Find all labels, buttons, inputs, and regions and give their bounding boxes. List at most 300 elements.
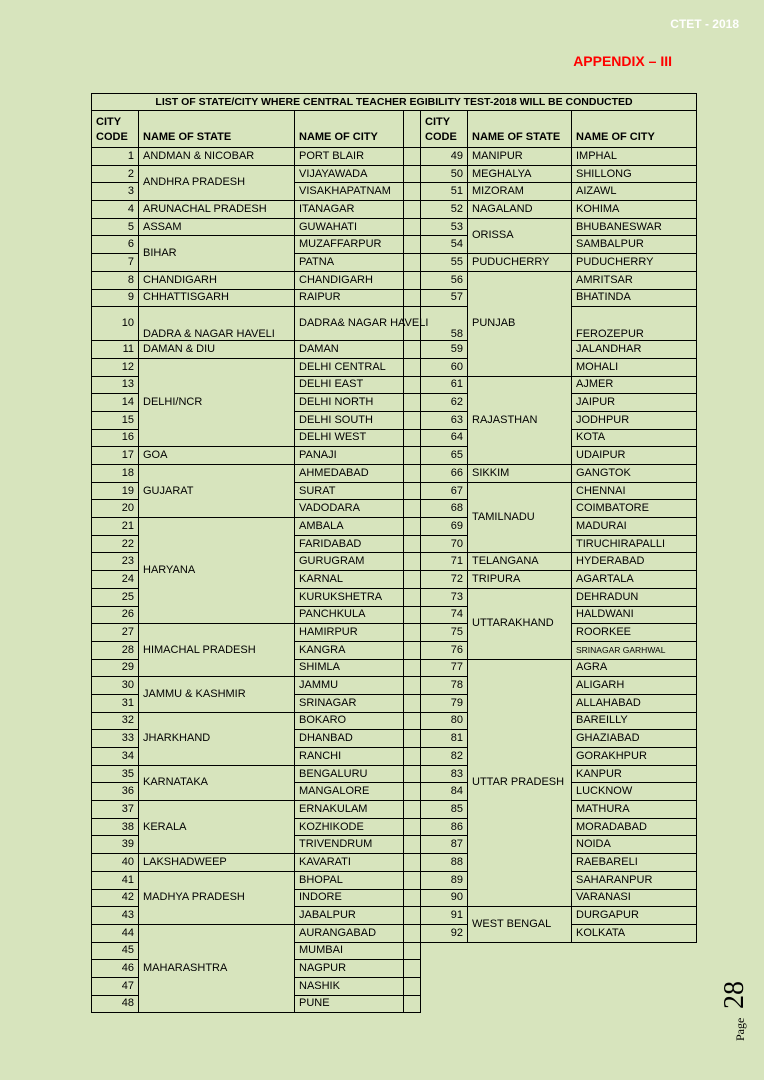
city-code-header: CITY CODE [92,111,139,148]
spacer-cell [404,960,421,978]
city-name: KOLKATA [572,924,697,942]
table-row [92,307,697,341]
table-title: LIST OF STATE/CITY WHERE CENTRAL TEACHER EGIBILITY TEST-2018 WILL BE CONDUCTED [92,94,697,111]
table-row [92,341,697,359]
city-code: 50 [421,165,468,183]
table-row [92,236,697,254]
city-code: 34 [92,748,139,766]
city-name: NASHIK [295,977,404,995]
city-name: HALDWANI [572,606,697,624]
state-name: DAMAN & DIU [139,341,295,359]
city-name: ITANAGAR [295,201,404,219]
spacer-cell [404,606,421,624]
city-code: 85 [421,801,468,819]
city-name: NOIDA [572,836,697,854]
city-code: 42 [92,889,139,907]
city-name: FEROZEPUR [572,307,697,341]
spacer-cell [404,889,421,907]
city-name: JAIPUR [572,394,697,412]
city-code: 23 [92,553,139,571]
city-code: 35 [92,765,139,783]
spacer-cell [404,836,421,854]
city-name: JALANDHAR [572,341,697,359]
state-name: HIMACHAL PRADESH [139,624,295,677]
empty-cell [421,942,697,960]
city-code: 16 [92,429,139,447]
city-code: 63 [421,411,468,429]
city-name: AURANGABAD [295,924,404,942]
spacer-cell [404,854,421,872]
spacer-cell [404,783,421,801]
state-name: LAKSHADWEEP [139,854,295,872]
spacer-cell [404,659,421,677]
city-name: KURUKSHETRA [295,588,404,606]
city-name: BHATINDA [572,289,697,307]
spacer-cell [404,765,421,783]
city-name: GORAKHPUR [572,748,697,766]
city-name: TRIVENDRUM [295,836,404,854]
city-name: DELHI CENTRAL [295,358,404,376]
city-name: AJMER [572,376,697,394]
table-row [92,358,697,376]
city-name: MATHURA [572,801,697,819]
spacer-cell [404,411,421,429]
state-name: CHANDIGARH [139,271,295,289]
state-name: JHARKHAND [139,712,295,765]
city-code: 36 [92,783,139,801]
city-name: DELHI SOUTH [295,411,404,429]
city-code: 49 [421,148,468,166]
city-code: 6 [92,236,139,254]
city-name: GANGTOK [572,465,697,483]
city-code: 59 [421,341,468,359]
state-name: TAMILNADU [468,482,572,553]
city-code: 1 [92,148,139,166]
city-code: 30 [92,677,139,695]
state-name: KARNATAKA [139,765,295,800]
city-code: 4 [92,201,139,219]
state-name: HARYANA [139,518,295,624]
city-code: 28 [92,641,139,659]
city-name: COIMBATORE [572,500,697,518]
state-name: MADHYA PRADESH [139,871,295,924]
spacer-cell [404,924,421,942]
spacer-cell [404,624,421,642]
table-row [92,854,697,872]
city-name: KOZHIKODE [295,818,404,836]
page-number [703,981,763,1041]
state-name: ARUNACHAL PRADESH [139,201,295,219]
city-name: UDAIPUR [572,447,697,465]
city-name: MOHALI [572,358,697,376]
city-code: 21 [92,518,139,536]
city-code: 43 [92,907,139,925]
city-name: FARIDABAD [295,535,404,553]
city-code: 89 [421,871,468,889]
city-code: 31 [92,694,139,712]
city-name-header-right: NAME OF CITY [572,111,697,148]
city-name: AGARTALA [572,571,697,589]
city-name: NAGPUR [295,960,404,978]
state-name: TELANGANA [468,553,572,571]
city-name: PORT BLAIR [295,148,404,166]
city-name: AIZAWL [572,183,697,201]
spacer-cell [404,995,421,1013]
city-name: LUCKNOW [572,783,697,801]
table-row [92,765,697,783]
empty-cell [421,995,697,1013]
spacer-cell [404,394,421,412]
spacer-cell [404,201,421,219]
city-code: 53 [421,218,468,236]
city-name: GUWAHATI [295,218,404,236]
appendix-title: APPENDIX – III [573,53,672,69]
table-row [92,712,697,730]
state-name: JAMMU & KASHMIR [139,677,295,712]
city-name: CHANDIGARH [295,271,404,289]
city-name: SURAT [295,482,404,500]
city-code: 72 [421,571,468,589]
city-code: 8 [92,271,139,289]
city-code: 47 [92,977,139,995]
spacer-column-header [404,111,421,148]
city-code: 11 [92,341,139,359]
city-name: BHUBANESWAR [572,218,697,236]
spacer-cell [404,694,421,712]
city-code: 91 [421,907,468,925]
city-code: 32 [92,712,139,730]
table-row [92,165,697,183]
city-code: 41 [92,871,139,889]
spacer-cell [404,289,421,307]
spacer-cell [404,641,421,659]
spacer-cell [404,535,421,553]
state-name: DADRA & NAGAR HAVELI [139,307,295,341]
city-name: BOKARO [295,712,404,730]
state-name: ORISSA [468,218,572,253]
state-name: SIKKIM [468,465,572,483]
spacer-cell [404,183,421,201]
spacer-cell [404,271,421,289]
city-code: 69 [421,518,468,536]
city-name: HAMIRPUR [295,624,404,642]
spacer-cell [404,500,421,518]
city-code: 87 [421,836,468,854]
city-name: GHAZIABAD [572,730,697,748]
table-row [92,518,697,536]
city-code: 7 [92,254,139,272]
city-name: PUDUCHERRY [572,254,697,272]
city-code: 15 [92,411,139,429]
city-name: KANGRA [295,641,404,659]
city-name: KOTA [572,429,697,447]
state-name: UTTAR PRADESH [468,659,572,907]
city-name: SRINAGAR [295,694,404,712]
city-name: AHMEDABAD [295,465,404,483]
city-code: 62 [421,394,468,412]
city-name: JAMMU [295,677,404,695]
table-row [92,677,697,695]
city-name: DELHI EAST [295,376,404,394]
city-code: 10 [92,307,139,341]
city-code: 33 [92,730,139,748]
city-code: 56 [421,271,468,289]
city-code: 14 [92,394,139,412]
city-name: SAHARANPUR [572,871,697,889]
spacer-cell [404,571,421,589]
city-code: 73 [421,588,468,606]
city-code: 67 [421,482,468,500]
city-code: 88 [421,854,468,872]
city-name: DELHI WEST [295,429,404,447]
spacer-cell [404,236,421,254]
city-code: 46 [92,960,139,978]
city-code: 27 [92,624,139,642]
spacer-cell [404,588,421,606]
city-name: DAMAN [295,341,404,359]
city-name: SRINAGAR GARHWAL [572,641,697,659]
city-name: JODHPUR [572,411,697,429]
city-code: 76 [421,641,468,659]
city-name: MUZAFFARPUR [295,236,404,254]
spacer-cell [404,429,421,447]
table-row [92,289,697,307]
table-row [92,447,697,465]
state-name: GUJARAT [139,465,295,518]
spacer-cell [404,553,421,571]
city-name: PANAJI [295,447,404,465]
city-code: 74 [421,606,468,624]
city-code: 71 [421,553,468,571]
city-code: 20 [92,500,139,518]
city-code: 79 [421,694,468,712]
city-name: SHIMLA [295,659,404,677]
city-name: DADRA& NAGAR HAVELI [295,307,404,341]
spacer-cell [404,942,421,960]
city-code: 38 [92,818,139,836]
city-code: 92 [421,924,468,942]
state-name: TRIPURA [468,571,572,589]
state-name: CHHATTISGARH [139,289,295,307]
city-name: VADODARA [295,500,404,518]
state-name: MAHARASHTRA [139,924,295,1012]
city-code: 48 [92,995,139,1013]
city-code: 12 [92,358,139,376]
city-name: RAEBARELI [572,854,697,872]
state-name-header-right: NAME OF STATE [468,111,572,148]
city-name: SAMBALPUR [572,236,697,254]
state-name: ASSAM [139,218,295,236]
city-code: 82 [421,748,468,766]
document-header-tag: CTET - 2018 [670,17,739,31]
city-name: VARANASI [572,889,697,907]
table-row [92,148,697,166]
state-name: UTTARAKHAND [468,588,572,659]
city-code: 57 [421,289,468,307]
city-name: DEHRADUN [572,588,697,606]
spacer-cell [404,712,421,730]
state-name: ANDMAN & NICOBAR [139,148,295,166]
city-name: MUMBAI [295,942,404,960]
spacer-cell [404,518,421,536]
empty-cell [421,977,697,995]
city-code: 24 [92,571,139,589]
city-code: 84 [421,783,468,801]
table-row [92,271,697,289]
spacer-cell [404,376,421,394]
city-code: 65 [421,447,468,465]
city-name: ALIGARH [572,677,697,695]
city-code: 22 [92,535,139,553]
city-name: BAREILLY [572,712,697,730]
city-name: KOHIMA [572,201,697,219]
city-code: 60 [421,358,468,376]
city-name: VISAKHAPATNAM [295,183,404,201]
city-name: BHOPAL [295,871,404,889]
state-name: GOA [139,447,295,465]
spacer-cell [404,465,421,483]
city-code: 29 [92,659,139,677]
table-row [92,624,697,642]
city-name: MANGALORE [295,783,404,801]
city-code: 70 [421,535,468,553]
city-code: 75 [421,624,468,642]
city-code: 5 [92,218,139,236]
city-name: PUNE [295,995,404,1013]
spacer-cell [404,254,421,272]
city-code: 17 [92,447,139,465]
city-code: 37 [92,801,139,819]
spacer-cell [404,818,421,836]
city-name: SHILLONG [572,165,697,183]
spacer-cell [404,748,421,766]
city-name: RAIPUR [295,289,404,307]
city-code: 58 [421,307,468,341]
city-code: 66 [421,465,468,483]
exam-centres-table [91,93,697,1013]
city-name: CHENNAI [572,482,697,500]
city-name: DHANBAD [295,730,404,748]
spacer-cell [404,677,421,695]
spacer-cell [404,218,421,236]
state-name: DELHI/NCR [139,358,295,446]
spacer-cell [404,730,421,748]
spacer-cell [404,447,421,465]
city-name: BENGALURU [295,765,404,783]
table-row [92,201,697,219]
city-code: 81 [421,730,468,748]
city-code: 78 [421,677,468,695]
state-name: WEST BENGAL [468,907,572,942]
city-name: KANPUR [572,765,697,783]
city-code: 18 [92,465,139,483]
city-code: 9 [92,289,139,307]
city-name: JABALPUR [295,907,404,925]
city-code: 2 [92,165,139,183]
spacer-cell [404,871,421,889]
state-name: PUDUCHERRY [468,254,572,272]
city-name: ALLAHABAD [572,694,697,712]
state-name: KERALA [139,801,295,854]
city-name: PANCHKULA [295,606,404,624]
city-code: 13 [92,376,139,394]
page-number-value: 28 [719,981,750,1009]
city-code: 77 [421,659,468,677]
city-code: 86 [421,818,468,836]
spacer-cell [404,907,421,925]
state-name: NAGALAND [468,201,572,219]
city-code: 26 [92,606,139,624]
city-name: IMPHAL [572,148,697,166]
state-name: BIHAR [139,236,295,271]
spacer-cell [404,358,421,376]
city-name: HYDERABAD [572,553,697,571]
city-name: VIJAYAWADA [295,165,404,183]
city-name: ERNAKULAM [295,801,404,819]
city-name: PATNA [295,254,404,272]
state-name: MEGHALYA [468,165,572,183]
city-code: 44 [92,924,139,942]
city-name: DURGAPUR [572,907,697,925]
state-name: RAJASTHAN [468,376,572,464]
city-name: ROORKEE [572,624,697,642]
city-code: 39 [92,836,139,854]
city-name: DELHI NORTH [295,394,404,412]
state-name-header: NAME OF STATE [139,111,295,148]
city-name: AMBALA [295,518,404,536]
city-name: RANCHI [295,748,404,766]
city-code: 80 [421,712,468,730]
city-code: 19 [92,482,139,500]
city-code: 52 [421,201,468,219]
spacer-cell [404,977,421,995]
city-code-header-right: CITY CODE [421,111,468,148]
city-code: 45 [92,942,139,960]
city-name: INDORE [295,889,404,907]
state-name: MANIPUR [468,148,572,166]
state-name: MIZORAM [468,183,572,201]
city-code: 51 [421,183,468,201]
table-row [92,871,697,889]
city-name: MADURAI [572,518,697,536]
city-code: 40 [92,854,139,872]
state-name: PUNJAB [468,271,572,376]
city-code: 55 [421,254,468,272]
city-code: 3 [92,183,139,201]
city-name: KAVARATI [295,854,404,872]
city-name: AMRITSAR [572,271,697,289]
city-name: TIRUCHIRAPALLI [572,535,697,553]
city-code: 64 [421,429,468,447]
table-row [92,924,697,942]
spacer-cell [404,482,421,500]
spacer-cell [404,148,421,166]
city-code: 54 [421,236,468,254]
page-word: Page [733,1017,747,1041]
city-name: KARNAL [295,571,404,589]
table-row [92,465,697,483]
spacer-cell [404,165,421,183]
city-code: 83 [421,765,468,783]
state-name: ANDHRA PRADESH [139,165,295,200]
empty-cell [421,960,697,978]
table-row [92,218,697,236]
city-code: 90 [421,889,468,907]
city-code: 68 [421,500,468,518]
city-code: 25 [92,588,139,606]
city-code: 61 [421,376,468,394]
city-name: MORADABAD [572,818,697,836]
